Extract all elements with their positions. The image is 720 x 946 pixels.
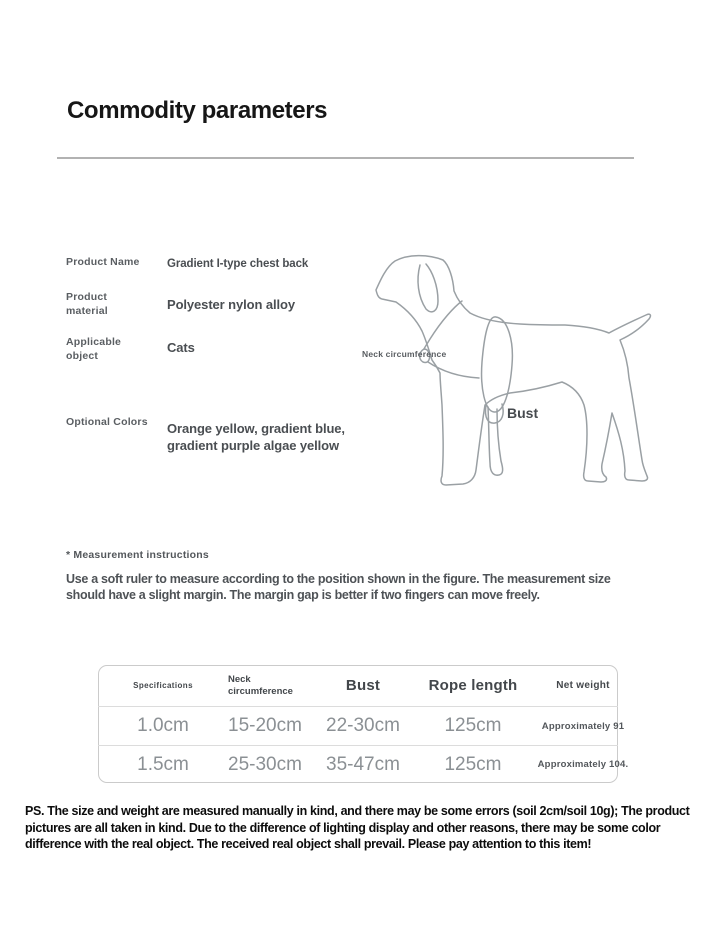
header-specifications: Specifications: [133, 681, 193, 690]
header-bust: Bust: [345, 677, 381, 694]
size-table-header-row: [98, 665, 648, 706]
cell-specification: 1.0cm: [137, 715, 189, 736]
size-table-row: [98, 707, 648, 745]
cell-net-weight: Approximately 104.: [537, 759, 629, 770]
cell-rope-length: 125cm: [444, 715, 502, 736]
cell-neck-circumference: 15-20cm: [228, 715, 302, 736]
dog-body-outline: [376, 256, 650, 485]
ps-disclaimer-note: PS. The size and weight are measured manually in kind, and there may be some errors (soil 2cm/soil 10g); The product pictures are all taken in kind. Due to the difference of lighting display and other reasons, there may be some color difference with the real object. The received real object shall prevail. Please pay attention to this item!: [25, 804, 690, 851]
header-rope-length: Rope length: [428, 677, 518, 694]
cell-rope-length: 125cm: [444, 753, 502, 775]
header-net-weight: Net weight: [556, 680, 610, 691]
dog-outline-illustration: [358, 245, 678, 510]
dog-far-front-leg: [488, 407, 503, 475]
spec-value-product-name: Gradient I-type chest back: [167, 258, 309, 270]
spec-label-applicable-object: Applicable object: [66, 336, 122, 362]
cell-neck-circumference: 25-30cm: [228, 753, 302, 775]
spec-label-product-name: Product Name: [66, 256, 140, 268]
cell-net-weight: Approximately 91: [541, 720, 625, 732]
size-table-row: [98, 746, 648, 783]
spec-label-optional-colors: Optional Colors: [66, 416, 148, 428]
header-neck-circumference: Neck circumference: [228, 673, 293, 697]
harness-neck-strap-top: [424, 301, 462, 349]
spec-value-product-material: Polyester nylon alloy: [167, 297, 295, 312]
measurement-instructions-body: Use a soft ruler to measure according to the position shown in the figure. The measurement size should have a slight margin. The margin gap is better if two fingers can move freely.: [66, 572, 611, 602]
spec-label-product-material: Product material: [66, 291, 108, 317]
page-title: Commodity parameters: [67, 97, 328, 124]
dog-ear: [418, 264, 438, 312]
spec-value-optional-colors: Orange yellow, gradient blue, gradient purple algae yellow: [167, 421, 345, 453]
bust-label: Bust: [507, 405, 539, 421]
cell-specification: 1.5cm: [137, 753, 189, 775]
spec-value-applicable-object: Cats: [167, 340, 195, 355]
measurement-instructions-heading: * Measurement instructions: [66, 549, 209, 561]
size-table: [98, 665, 629, 783]
cell-bust: 22-30cm: [326, 715, 400, 736]
cell-bust: 35-47cm: [326, 753, 400, 775]
title-divider: [57, 157, 634, 159]
neck-circumference-label: Neck circumference: [362, 349, 447, 359]
